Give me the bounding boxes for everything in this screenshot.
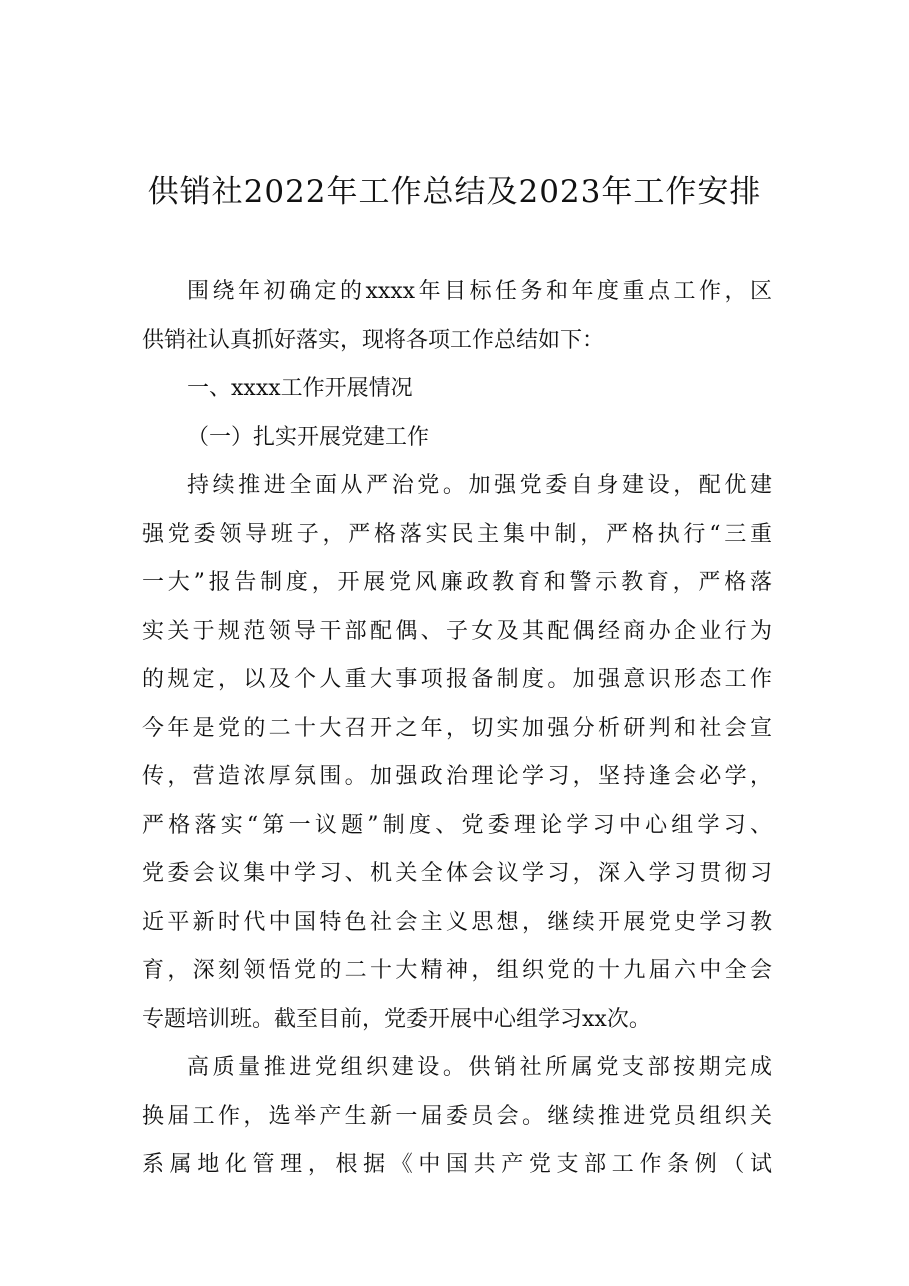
paragraph-line: 近平新时代中国特色社会主义思想，继续开展党史学习教 (142, 909, 772, 935)
paragraph-line: 党委会议集中学习、机关全体会议学习，深入学习贯彻习 (142, 861, 772, 886)
paragraph-line: 围绕年初确定的xxxx年目标任务和年度重点工作，区 (187, 279, 772, 304)
paragraph-line: 严格落实“第一议题”制度、党委理论学习中心组学习、 (142, 812, 772, 838)
paragraph-line: 供销社认真抓好落实，现将各项工作总结如下： (142, 327, 605, 353)
document-body (142, 268, 772, 1190)
document-title: 供销社2022年工作总结及2023年工作安排 (147, 174, 762, 210)
paragraph-line: 育，深刻领悟党的二十大精神，组织党的十九届六中全会 (142, 958, 772, 983)
paragraph-line: 系属地化管理，根据《中国共产党支部工作条例（试 (142, 1152, 772, 1177)
paragraph-line: 专题培训班。截至目前，党委开展中心组学习xx次。 (142, 1006, 651, 1032)
paragraph-line: 换届工作，选举产生新一届委员会。继续推进党员组织关 (142, 1103, 772, 1129)
paragraph-line: 传，营造浓厚氛围。加强政治理论学习，坚持逢会必学， (142, 764, 772, 789)
paragraph-line: 的规定，以及个人重大事项报备制度。加强意识形态工作 (142, 667, 772, 692)
section-heading: 一、xxxx工作开展情况 (187, 376, 413, 401)
subsection-heading: （一）扎实开展党建工作 (187, 424, 430, 450)
paragraph-line: 持续推进全面从严治党。加强党委自身建设，配优建 (187, 473, 772, 498)
paragraph-line: 一大”报告制度，开展党风廉政教育和警示教育，严格落 (142, 570, 772, 595)
paragraph-line: 高质量推进党组织建设。供销社所属党支部按期完成 (187, 1055, 772, 1080)
paragraph-line: 今年是党的二十大召开之年，切实加强分析研判和社会宣 (142, 715, 772, 741)
paragraph-line: 强党委领导班子，严格落实民主集中制，严格执行“三重 (142, 521, 772, 547)
paragraph-line: 实关于规范领导干部配偶、子女及其配偶经商办企业行为 (142, 618, 772, 644)
